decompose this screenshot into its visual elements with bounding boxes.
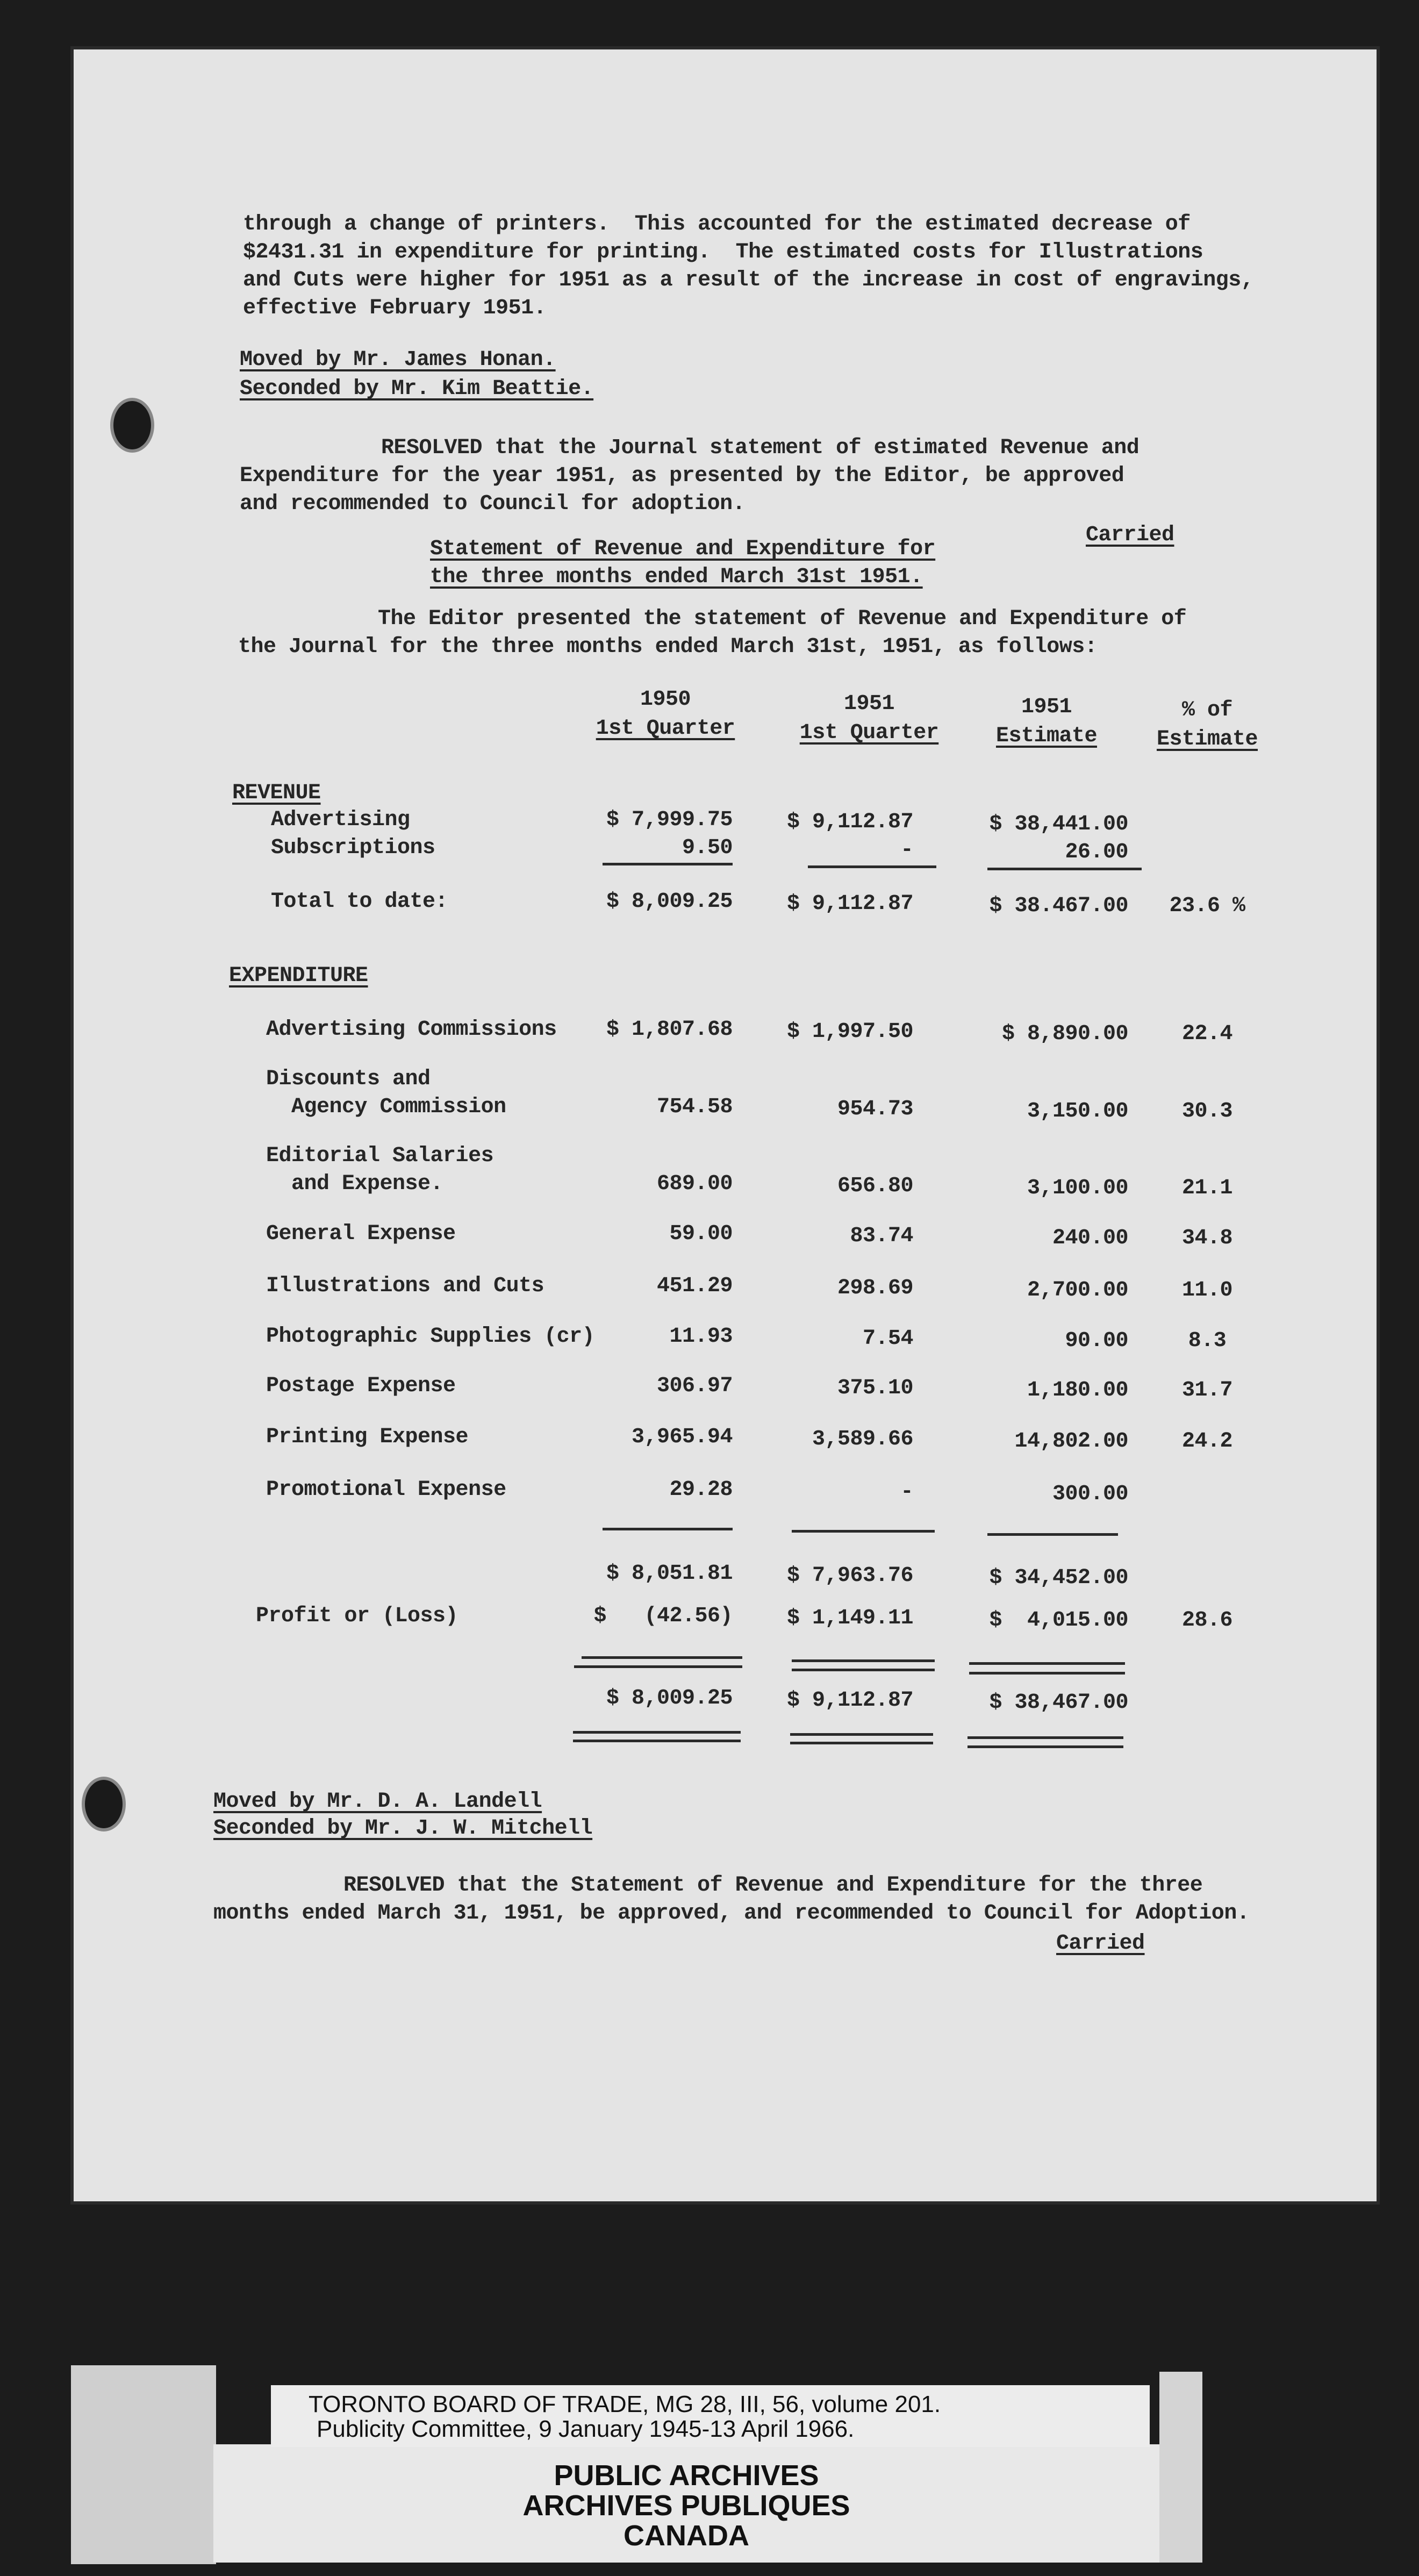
amount-cell: 689.00 [656, 1172, 733, 1196]
amount-cell: 3,100.00 [1027, 1176, 1128, 1200]
stamp-line: PUBLIC ARCHIVES [554, 2459, 819, 2492]
amount-cell: - [900, 838, 913, 862]
intro-line: $2431.31 in expenditure for printing. The estimated costs for Illustrations [243, 240, 1203, 264]
amount-cell: 954.73 [837, 1097, 913, 1121]
amount-cell: 29.28 [669, 1478, 733, 1502]
amount-cell: 306.97 [656, 1374, 733, 1398]
row-label: Editorial Salaries [266, 1144, 494, 1168]
row-label: Subscriptions [271, 836, 435, 860]
sum-rule [987, 1533, 1118, 1536]
intro-line: effective February 1951. [243, 296, 547, 320]
amount-cell: $ 9,112.87 [786, 892, 913, 916]
revenue-heading: REVENUE [232, 781, 321, 805]
row-label: Postage Expense [266, 1374, 456, 1398]
double-rule [968, 1745, 1123, 1748]
amount-cell: - [900, 1480, 913, 1504]
percent-cell: 8.3 [1188, 1329, 1227, 1353]
amount-cell: $ 9,112.87 [786, 810, 913, 834]
amount-cell: 3,589.66 [812, 1427, 913, 1451]
double-rule [969, 1672, 1125, 1675]
amount-cell: $ 1,807.68 [606, 1018, 733, 1042]
resolution-line: months ended March 31, 1951, be approved, and recommended to Council for Adoption. [213, 1901, 1250, 1926]
statement-heading: the three months ended March 31st 1951. [430, 565, 923, 589]
row-label: Illustrations and Cuts [266, 1274, 544, 1298]
percent-cell: 11.0 [1181, 1278, 1232, 1303]
punch-hole [110, 398, 154, 453]
column-header-label: Estimate [1156, 727, 1258, 752]
double-rule [573, 1740, 741, 1742]
amount-cell: $ 1,997.50 [786, 1020, 913, 1044]
amount-cell: 26.00 [1065, 840, 1128, 864]
carried-status: Carried [1056, 1931, 1145, 1956]
amount-cell: $ 38,441.00 [989, 812, 1128, 836]
moved-by: Moved by Mr. James Honan. [240, 348, 556, 372]
percent-cell: 30.3 [1181, 1099, 1232, 1124]
row-label: Advertising [271, 808, 410, 832]
amount-cell: $ (42.56) [593, 1604, 733, 1628]
amount-cell: $ 4,015.00 [989, 1608, 1128, 1633]
row-label: Total to date: [271, 890, 448, 914]
double-rule [573, 1731, 741, 1734]
percent-cell: 28.6 [1181, 1608, 1232, 1633]
archive-reference-line: TORONTO BOARD OF TRADE, MG 28, III, 56, volume 201. [309, 2391, 941, 2417]
editor-paragraph-line: the Journal for the three months ended March 31st, 1951, as follows: [238, 635, 1098, 659]
row-label: Discounts and [266, 1067, 431, 1091]
percent-cell: 31.7 [1181, 1378, 1232, 1403]
label-backing [71, 2365, 216, 2564]
resolution-line: RESOLVED that the Statement of Revenue and Expenditure for the three [343, 1873, 1203, 1898]
percent-cell: 34.8 [1181, 1226, 1232, 1250]
amount-cell: $ 8,890.00 [1001, 1022, 1128, 1046]
double-rule [792, 1669, 935, 1671]
amount-cell: $ 38.467.00 [989, 894, 1128, 918]
resolution-line: RESOLVED that the Journal statement of estimated Revenue and [381, 436, 1140, 460]
amount-cell: 14,802.00 [1014, 1429, 1128, 1454]
double-rule [582, 1656, 742, 1659]
sum-rule [987, 868, 1142, 870]
sum-rule [603, 1528, 733, 1530]
amount-cell: 3,150.00 [1027, 1099, 1128, 1124]
row-label: Advertising Commissions [266, 1018, 557, 1042]
sum-rule [808, 865, 936, 868]
label-backing [1159, 2372, 1202, 2563]
amount-cell: $ 7,963.76 [786, 1564, 913, 1588]
amount-cell: 656.80 [837, 1174, 913, 1198]
double-rule [969, 1662, 1125, 1665]
seconded-by: Seconded by Mr. Kim Beattie. [240, 377, 594, 401]
double-rule [792, 1659, 935, 1662]
percent-cell: 24.2 [1181, 1429, 1232, 1454]
column-header-label: Estimate [995, 724, 1098, 748]
double-rule [968, 1736, 1123, 1739]
amount-cell: $ 8,009.25 [606, 890, 733, 914]
amount-cell: $ 38,467.00 [989, 1691, 1128, 1715]
row-label: Photographic Supplies (cr) [266, 1325, 595, 1349]
amount-cell: 240.00 [1052, 1226, 1128, 1250]
amount-cell: 83.74 [850, 1224, 913, 1248]
percent-cell: 22.4 [1181, 1022, 1232, 1046]
percent-cell: 23.6 % [1169, 894, 1245, 918]
row-label: and Expense. [266, 1172, 443, 1196]
row-label: General Expense [266, 1222, 456, 1246]
archive-reference-line: Publicity Committee, 9 January 1945-13 April 1966. [317, 2416, 855, 2442]
column-header-year: 1950 [640, 688, 691, 712]
row-label: Profit or (Loss) [256, 1604, 458, 1628]
amount-cell: 1,180.00 [1027, 1378, 1128, 1403]
seconded-by: Seconded by Mr. J. W. Mitchell [213, 1816, 593, 1841]
percent-cell: 21.1 [1181, 1176, 1232, 1200]
amount-cell: $ 8,009.25 [606, 1686, 733, 1711]
amount-cell: 9.50 [682, 836, 733, 860]
amount-cell: 59.00 [669, 1222, 733, 1246]
amount-cell: $ 7,999.75 [606, 808, 733, 832]
column-header-pct: % of [1181, 698, 1232, 722]
column-header-year: 1951 [843, 692, 894, 716]
amount-cell: $ 8,051.81 [606, 1562, 733, 1586]
archive-reference-label [271, 2385, 1150, 2447]
amount-cell: 90.00 [1065, 1329, 1128, 1353]
column-header-label: 1st Quarter [799, 721, 939, 745]
amount-cell: 7.54 [862, 1327, 913, 1351]
amount-cell: $ 34,452.00 [989, 1566, 1128, 1590]
punch-hole [82, 1777, 126, 1831]
sum-rule [603, 863, 733, 865]
double-rule [574, 1665, 742, 1668]
moved-by: Moved by Mr. D. A. Landell [213, 1790, 542, 1814]
statement-heading: Statement of Revenue and Expenditure for [430, 537, 936, 561]
amount-cell: 3,965.94 [631, 1425, 733, 1449]
row-label: Promotional Expense [266, 1478, 506, 1502]
amount-cell: $ 1,149.11 [786, 1606, 913, 1630]
archive-stamp [213, 2444, 1159, 2563]
editor-paragraph-line: The Editor presented the statement of Revenue and Expenditure of [378, 607, 1187, 631]
row-label: Printing Expense [266, 1425, 469, 1449]
intro-line: through a change of printers. This accounted for the estimated decrease of [243, 212, 1191, 237]
row-label: Agency Commission [266, 1095, 506, 1119]
double-rule [790, 1742, 933, 1744]
resolution-line: Expenditure for the year 1951, as presented by the Editor, be approved [240, 464, 1124, 488]
double-rule [790, 1733, 933, 1736]
resolution-line: and recommended to Council for adoption. [240, 492, 746, 516]
amount-cell: 754.58 [656, 1095, 733, 1119]
amount-cell: 300.00 [1052, 1482, 1128, 1506]
stamp-line: ARCHIVES PUBLIQUES [522, 2489, 850, 2522]
carried-status: Carried [1086, 523, 1174, 547]
amount-cell: 375.10 [837, 1376, 913, 1400]
amount-cell: 298.69 [837, 1276, 913, 1300]
amount-cell: 451.29 [656, 1274, 733, 1298]
amount-cell: 2,700.00 [1027, 1278, 1128, 1303]
column-header-label: 1st Quarter [596, 717, 735, 741]
expenditure-heading: EXPENDITURE [229, 964, 368, 988]
stamp-line: CANADA [624, 2520, 749, 2552]
column-header-year: 1951 [1021, 695, 1072, 719]
amount-cell: $ 9,112.87 [786, 1688, 913, 1713]
sum-rule [792, 1530, 935, 1533]
intro-line: and Cuts were higher for 1951 as a result of the increase in cost of engravings, [243, 268, 1254, 292]
amount-cell: 11.93 [669, 1325, 733, 1349]
